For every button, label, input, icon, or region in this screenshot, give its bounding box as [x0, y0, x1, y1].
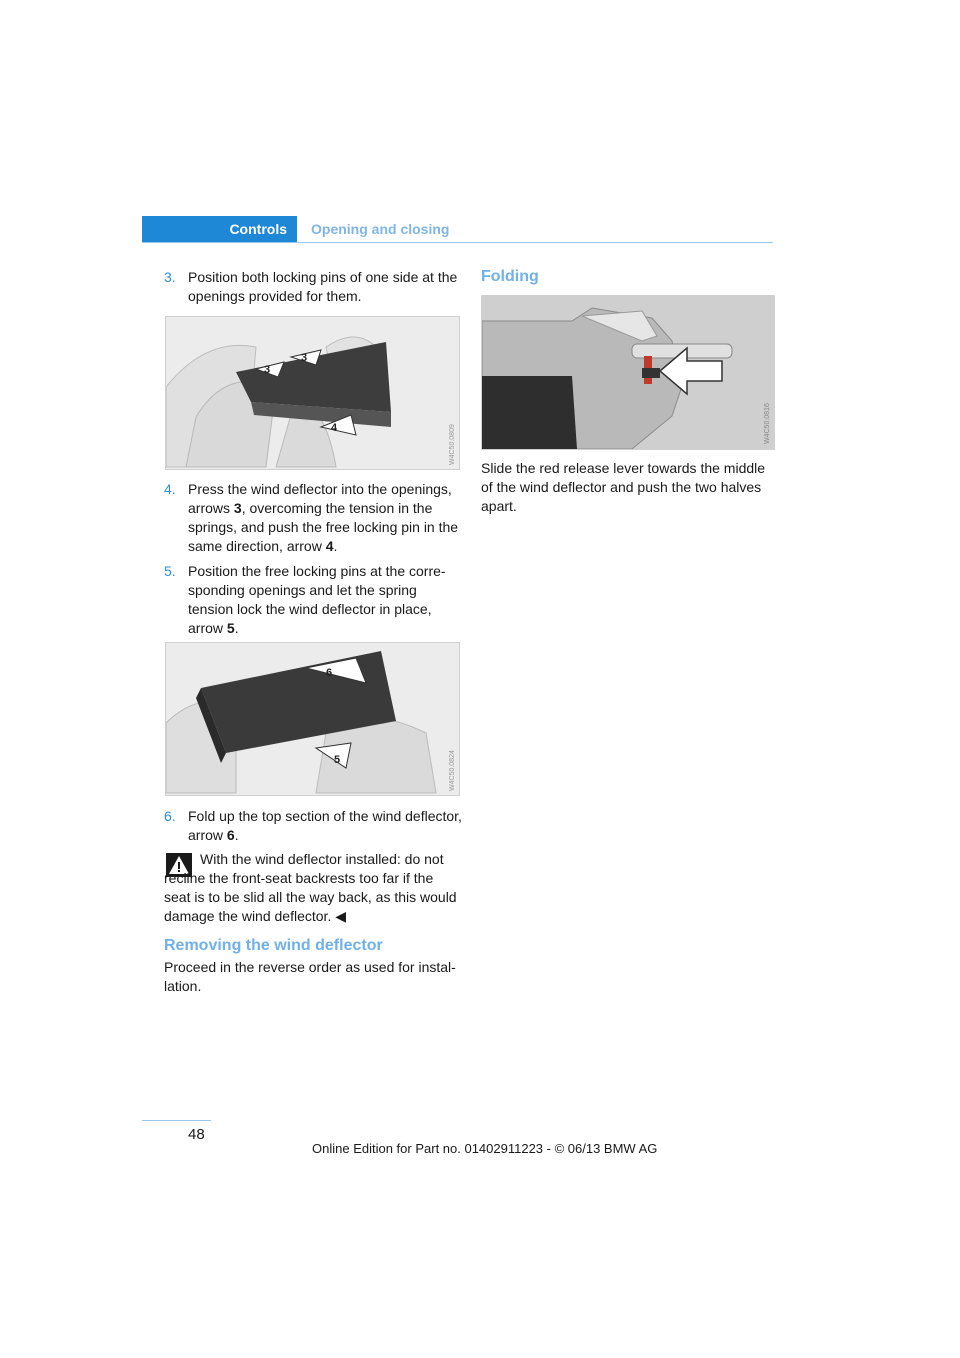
step-4 [164, 480, 462, 556]
heading-removing: Removing the wind deflector [164, 937, 383, 954]
step-6 [164, 807, 462, 845]
step-number: 4. [164, 481, 176, 497]
arrow-label: 3 [301, 352, 308, 364]
chapter-tab [142, 216, 297, 242]
arrow-label: 6 [326, 667, 333, 679]
heading-folding: Folding [481, 268, 539, 285]
step-5 [164, 562, 462, 638]
figure-code: W4C50.0816 [764, 403, 771, 444]
step-text: Position the free locking pins at the corresponding openings and let the spring tension lock the wind deflector in place, arrow 5. [188, 563, 446, 636]
figure-release-lever [481, 295, 775, 450]
page-number: 48 [188, 1126, 205, 1143]
folding-text: Slide the red release lever towards the middle of the wind deflector and push the two halves apart. [481, 460, 766, 514]
section-title: Opening and closing [311, 221, 450, 237]
removing-text: Proceed in the reverse order as used for installation. [164, 959, 456, 994]
footer-text: Online Edition for Part no. 01402911223 - © 06/13 BMW AG [312, 1141, 658, 1156]
page-rule [142, 1120, 211, 1121]
step-number: 3. [164, 269, 176, 285]
warning-text: With the wind deflector installed: do not recline the front-seat backrests too far if the seat is to be slid all the way back, as this would damage the wind deflector. ◀ [164, 851, 457, 924]
chapter-title: Controls [229, 221, 287, 237]
header-rule [142, 242, 773, 243]
step-number: 5. [164, 563, 176, 579]
step-text: Fold up the top section of the wind deflector, arrow 6. [188, 808, 462, 843]
step-text: Press the wind deflector into the openings, arrows 3, overcoming the tension in the springs, and push the free locking pin in the same direction, arrow 4. [188, 481, 459, 554]
arrow-label: 4 [331, 422, 338, 434]
arrow-label: 3 [264, 364, 271, 376]
step-number: 6. [164, 808, 176, 824]
arrow-label: 5 [334, 754, 341, 766]
figure-install-pins [165, 316, 460, 470]
step-3 [164, 268, 462, 306]
figure-code: W4C50.0809 [449, 424, 456, 465]
figure-code: W4C50.0824 [449, 750, 456, 791]
step-text: Position both locking pins of one side at the openings provided for them. [188, 269, 458, 304]
figure-lock-deflector [165, 642, 460, 796]
